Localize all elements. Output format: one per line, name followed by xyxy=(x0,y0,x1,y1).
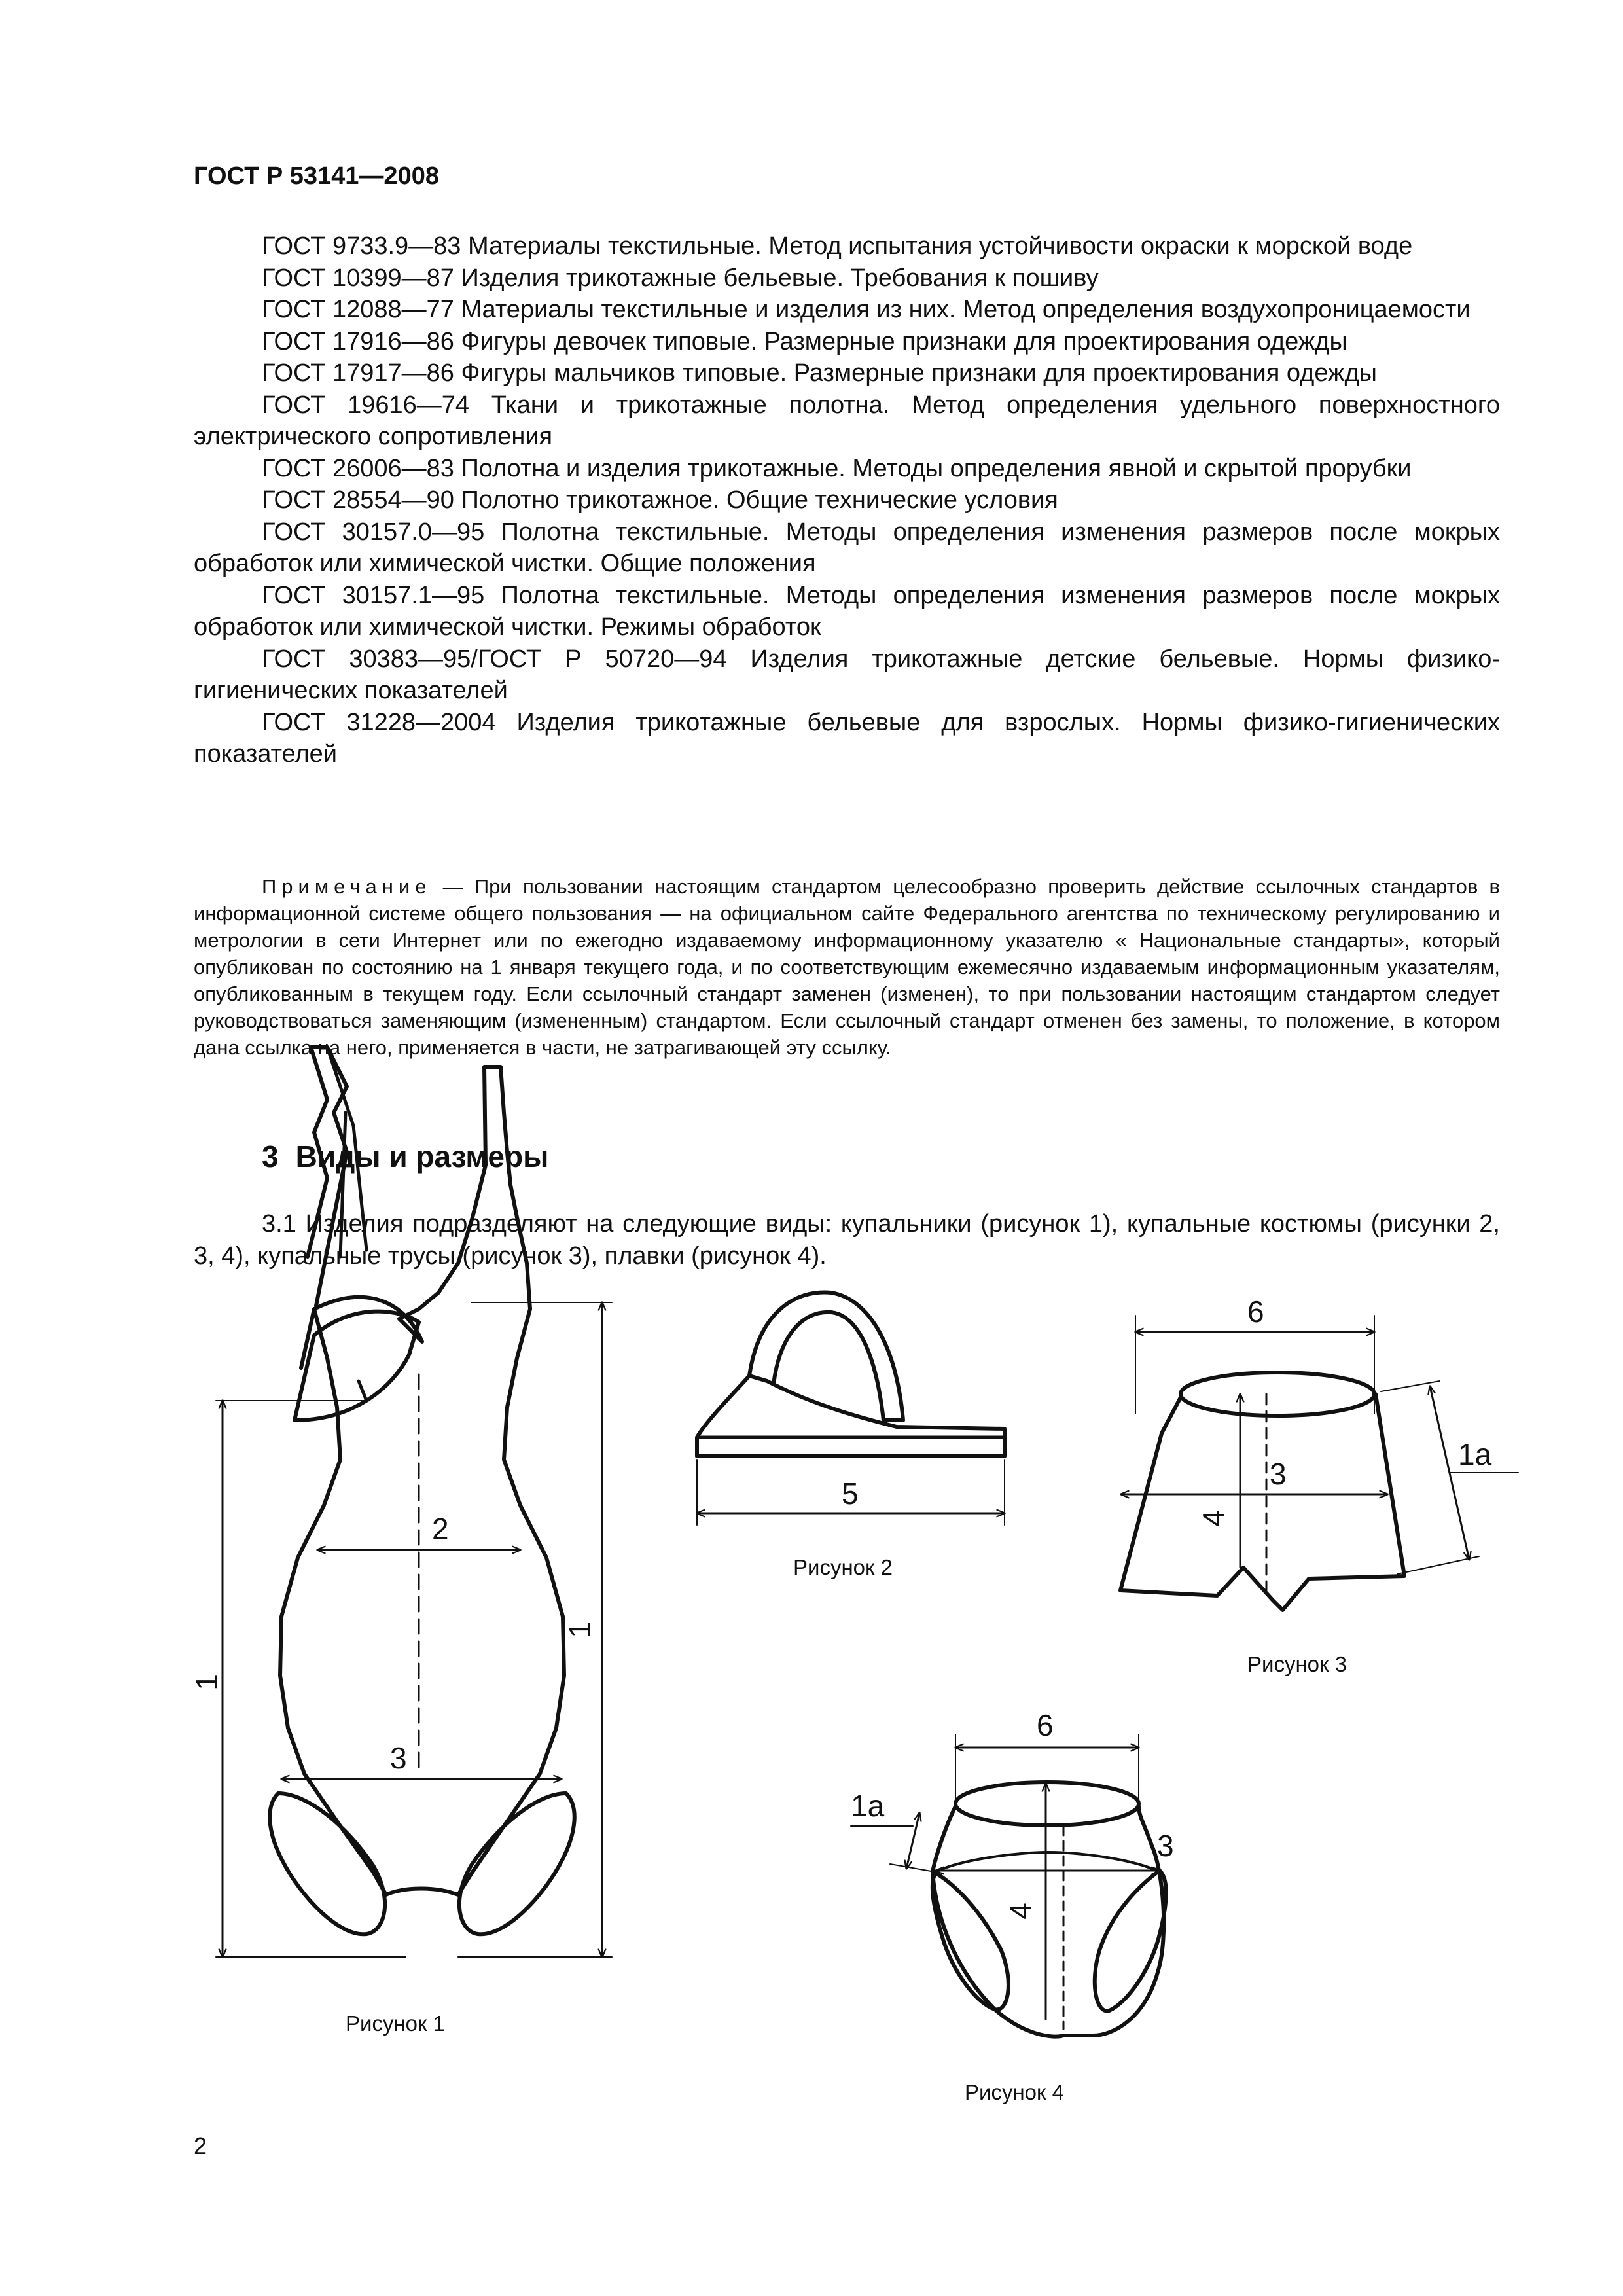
figure-2-top xyxy=(697,1292,1005,1525)
figure-3-trunks xyxy=(1120,1295,1518,1610)
figure-4-briefs xyxy=(851,1708,1174,2037)
reference-item: ГОСТ 30157.0—95 Полотна текстильные. Методы определения изменения размеров после мокрых обработок или химической чистки. Общие положения xyxy=(194,518,1500,577)
dim-label: 6 xyxy=(1247,1295,1264,1329)
reference-item: ГОСТ 28554—90 Полотно трикотажное. Общие технические условия xyxy=(262,486,1058,514)
reference-item: ГОСТ 26006—83 Полотна и изделия трикотажные. Методы определения явной и скрытой прорубки xyxy=(262,454,1412,482)
dim-label: 2 xyxy=(432,1512,449,1546)
note-text: — При пользовании настоящим стандартом целесообразно проверить действие ссылочных стандартов в информационной системе общего пользования — на официальном сайте Федерального агентства по техническому регулированию и метрологии в сети Интернет или по ежегодно издаваемому информационному указателю « Национальные стандарты», который опубликован по состоянию на 1 января текущего года, и по соответствующим ежемесячно издаваемым информационным указателям, опубликованным в текущем году. Если ссылочный стандарт заменен (изменен), то при пользовании настоящим стандартом следует руководствоваться заменяющим (измененным) стандартом. Если ссылочный стандарт отменен без замены, то положение, в котором дана ссылка на него, применяется в части, не затрагивающей эту ссылку. xyxy=(194,875,1500,1059)
dim-label: 1 xyxy=(563,1621,597,1638)
briefs-right-leg xyxy=(1095,1871,1166,2011)
reference-item: ГОСТ 17916—86 Фигуры девочек типовые. Размерные признаки для проектирования одежды xyxy=(262,327,1347,355)
reference-item: ГОСТ 17917—86 Фигуры мальчиков типовые. Размерные признаки для проектирования одежды xyxy=(262,359,1377,387)
paragraph-text: 3.1 Изделия подразделяют на следующие виды: купальники (рисунок 1), купальные костюмы (рисунки 2, 3, 4), купальные трусы (рисунок 3), плавки (рисунок 4). xyxy=(194,1210,1500,1270)
top-body xyxy=(697,1376,1005,1456)
dim-label: 5 xyxy=(842,1477,859,1511)
briefs-left-leg xyxy=(933,1873,1008,2009)
dim-label: 1 xyxy=(190,1674,224,1691)
briefs-waistband xyxy=(955,1782,1139,1825)
dim-label: 1а xyxy=(851,1789,885,1823)
reference-item: ГОСТ 30157.1—95 Полотна текстильные. Методы определения изменения размеров после мокрых обработок или химической чистки. Режимы обработок xyxy=(194,581,1500,641)
bra-dart xyxy=(359,1381,366,1401)
dim-label: 3 xyxy=(1270,1457,1287,1491)
dim-label: 3 xyxy=(1157,1829,1174,1863)
top-strap xyxy=(749,1292,903,1420)
dim-label: 1а xyxy=(1458,1437,1492,1471)
document-header: ГОСТ Р 53141—2008 xyxy=(194,162,439,190)
section-number: 3 xyxy=(262,1139,279,1174)
bra-cup xyxy=(294,1312,419,1420)
reference-item: ГОСТ 30383—95/ГОСТ Р 50720—94 Изделия трикотажные детские бельевые. Нормы физико-гигиенических показателей xyxy=(194,645,1500,704)
figure-3-caption: Рисунок 3 xyxy=(1247,1652,1347,1676)
figure-1-caption: Рисунок 1 xyxy=(346,2011,445,2036)
waistband xyxy=(1181,1372,1374,1416)
reference-item: ГОСТ 9733.9—83 Материалы текстильные. Метод испытания устойчивости окраски к морской воде xyxy=(262,232,1413,260)
briefs-dim-line-side xyxy=(906,1813,919,1869)
dim-label: 4 xyxy=(1196,1510,1230,1527)
reference-item: ГОСТ 19616—74 Ткани и трикотажные полотна. Метод определения удельного поверхностного электрического сопротивления xyxy=(194,391,1500,450)
reference-item: ГОСТ 12088—77 Материалы текстильные и изделия из них. Метод определения воздухопроницаемости xyxy=(262,296,1471,323)
dim-label: 6 xyxy=(1037,1708,1054,1742)
briefs-outline xyxy=(933,1806,1164,2037)
figure-2-caption: Рисунок 2 xyxy=(793,1555,893,1579)
reference-item: ГОСТ 31228—2004 Изделия трикотажные бельевые для взрослых. Нормы физико-гигиенических показателей xyxy=(194,708,1500,768)
reference-item: ГОСТ 10399—87 Изделия трикотажные бельевые. Требования к пошиву xyxy=(262,264,1099,292)
figure-4-caption: Рисунок 4 xyxy=(965,2080,1064,2104)
trunks-outline xyxy=(1120,1394,1404,1610)
section-title: Виды и размеры xyxy=(295,1139,549,1174)
note-label: Примечание xyxy=(262,875,432,898)
figure-1-swimsuit xyxy=(190,1047,612,1957)
dim-label: 3 xyxy=(390,1741,407,1775)
dim-label: 4 xyxy=(1003,1903,1037,1920)
page-number: 2 xyxy=(194,2132,207,2159)
